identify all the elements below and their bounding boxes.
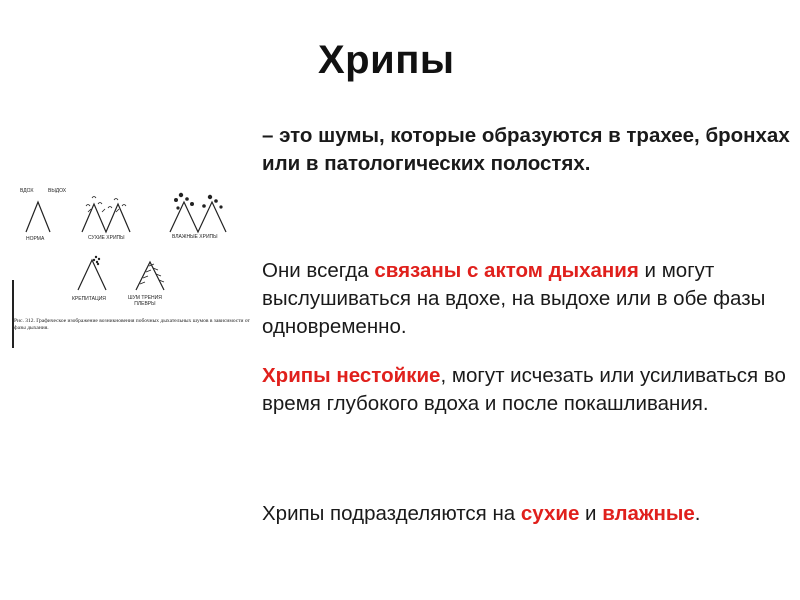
p3-text-mid: и bbox=[579, 502, 603, 525]
paragraph-breathing-link bbox=[262, 257, 792, 341]
label-friction-line1: ШУМ ТРЕНИЯ bbox=[128, 295, 162, 301]
label-dry-rales: СУХИЕ ХРИПЫ bbox=[88, 235, 125, 241]
p3-highlight-wet: влажные bbox=[602, 502, 695, 525]
p2-text-end: , могут исчезать или усиливаться во время глубокого вдоха и после покашливания. bbox=[262, 364, 786, 415]
label-norma: НОРМА bbox=[26, 236, 45, 242]
paragraph-unstable bbox=[262, 362, 792, 418]
p1-text-end: и могут выслушиваться на вдохе, на выдохе или в обе фазы одновременно. bbox=[262, 259, 766, 338]
p3-text-start: Хрипы подразделяются на bbox=[262, 502, 521, 525]
figure-edge-bar bbox=[12, 280, 14, 348]
p1-text-start: Они всегда bbox=[262, 259, 375, 282]
auscultation-figure bbox=[8, 182, 252, 350]
figure-caption: Рис. 312. Графическое изображение возникновения побочных дыхательных шумов в зависимости от фазы дыхания. bbox=[14, 318, 250, 331]
label-crepitation: КРЕПИТАЦИЯ bbox=[72, 296, 106, 302]
label-pleural-friction bbox=[128, 295, 162, 307]
slide-title: Хрипы bbox=[318, 38, 455, 82]
definition-text: – это шумы, которые образуются в трахее, бронхах или в патологических полостях. bbox=[262, 124, 790, 175]
p3-highlight-dry: сухие bbox=[520, 502, 580, 525]
label-wet-rales: ВЛАЖНЫЕ ХРИПЫ bbox=[172, 234, 218, 240]
friction-curve bbox=[136, 262, 164, 290]
dry-rales-curve bbox=[82, 204, 130, 232]
p3-text-end: . bbox=[694, 502, 701, 525]
label-friction-line2: ПЛЕВРЫ bbox=[134, 301, 156, 307]
label-vydoh: ВЫДОХ bbox=[48, 188, 67, 194]
paragraph-types bbox=[262, 500, 792, 528]
norma-curve bbox=[26, 202, 50, 232]
crepitation-curve bbox=[78, 260, 106, 290]
p2-highlight: Хрипы нестойкие bbox=[262, 364, 441, 387]
p1-highlight: связаны с актом дыхания bbox=[374, 259, 639, 282]
label-vdoh: ВДОХ bbox=[20, 188, 34, 194]
